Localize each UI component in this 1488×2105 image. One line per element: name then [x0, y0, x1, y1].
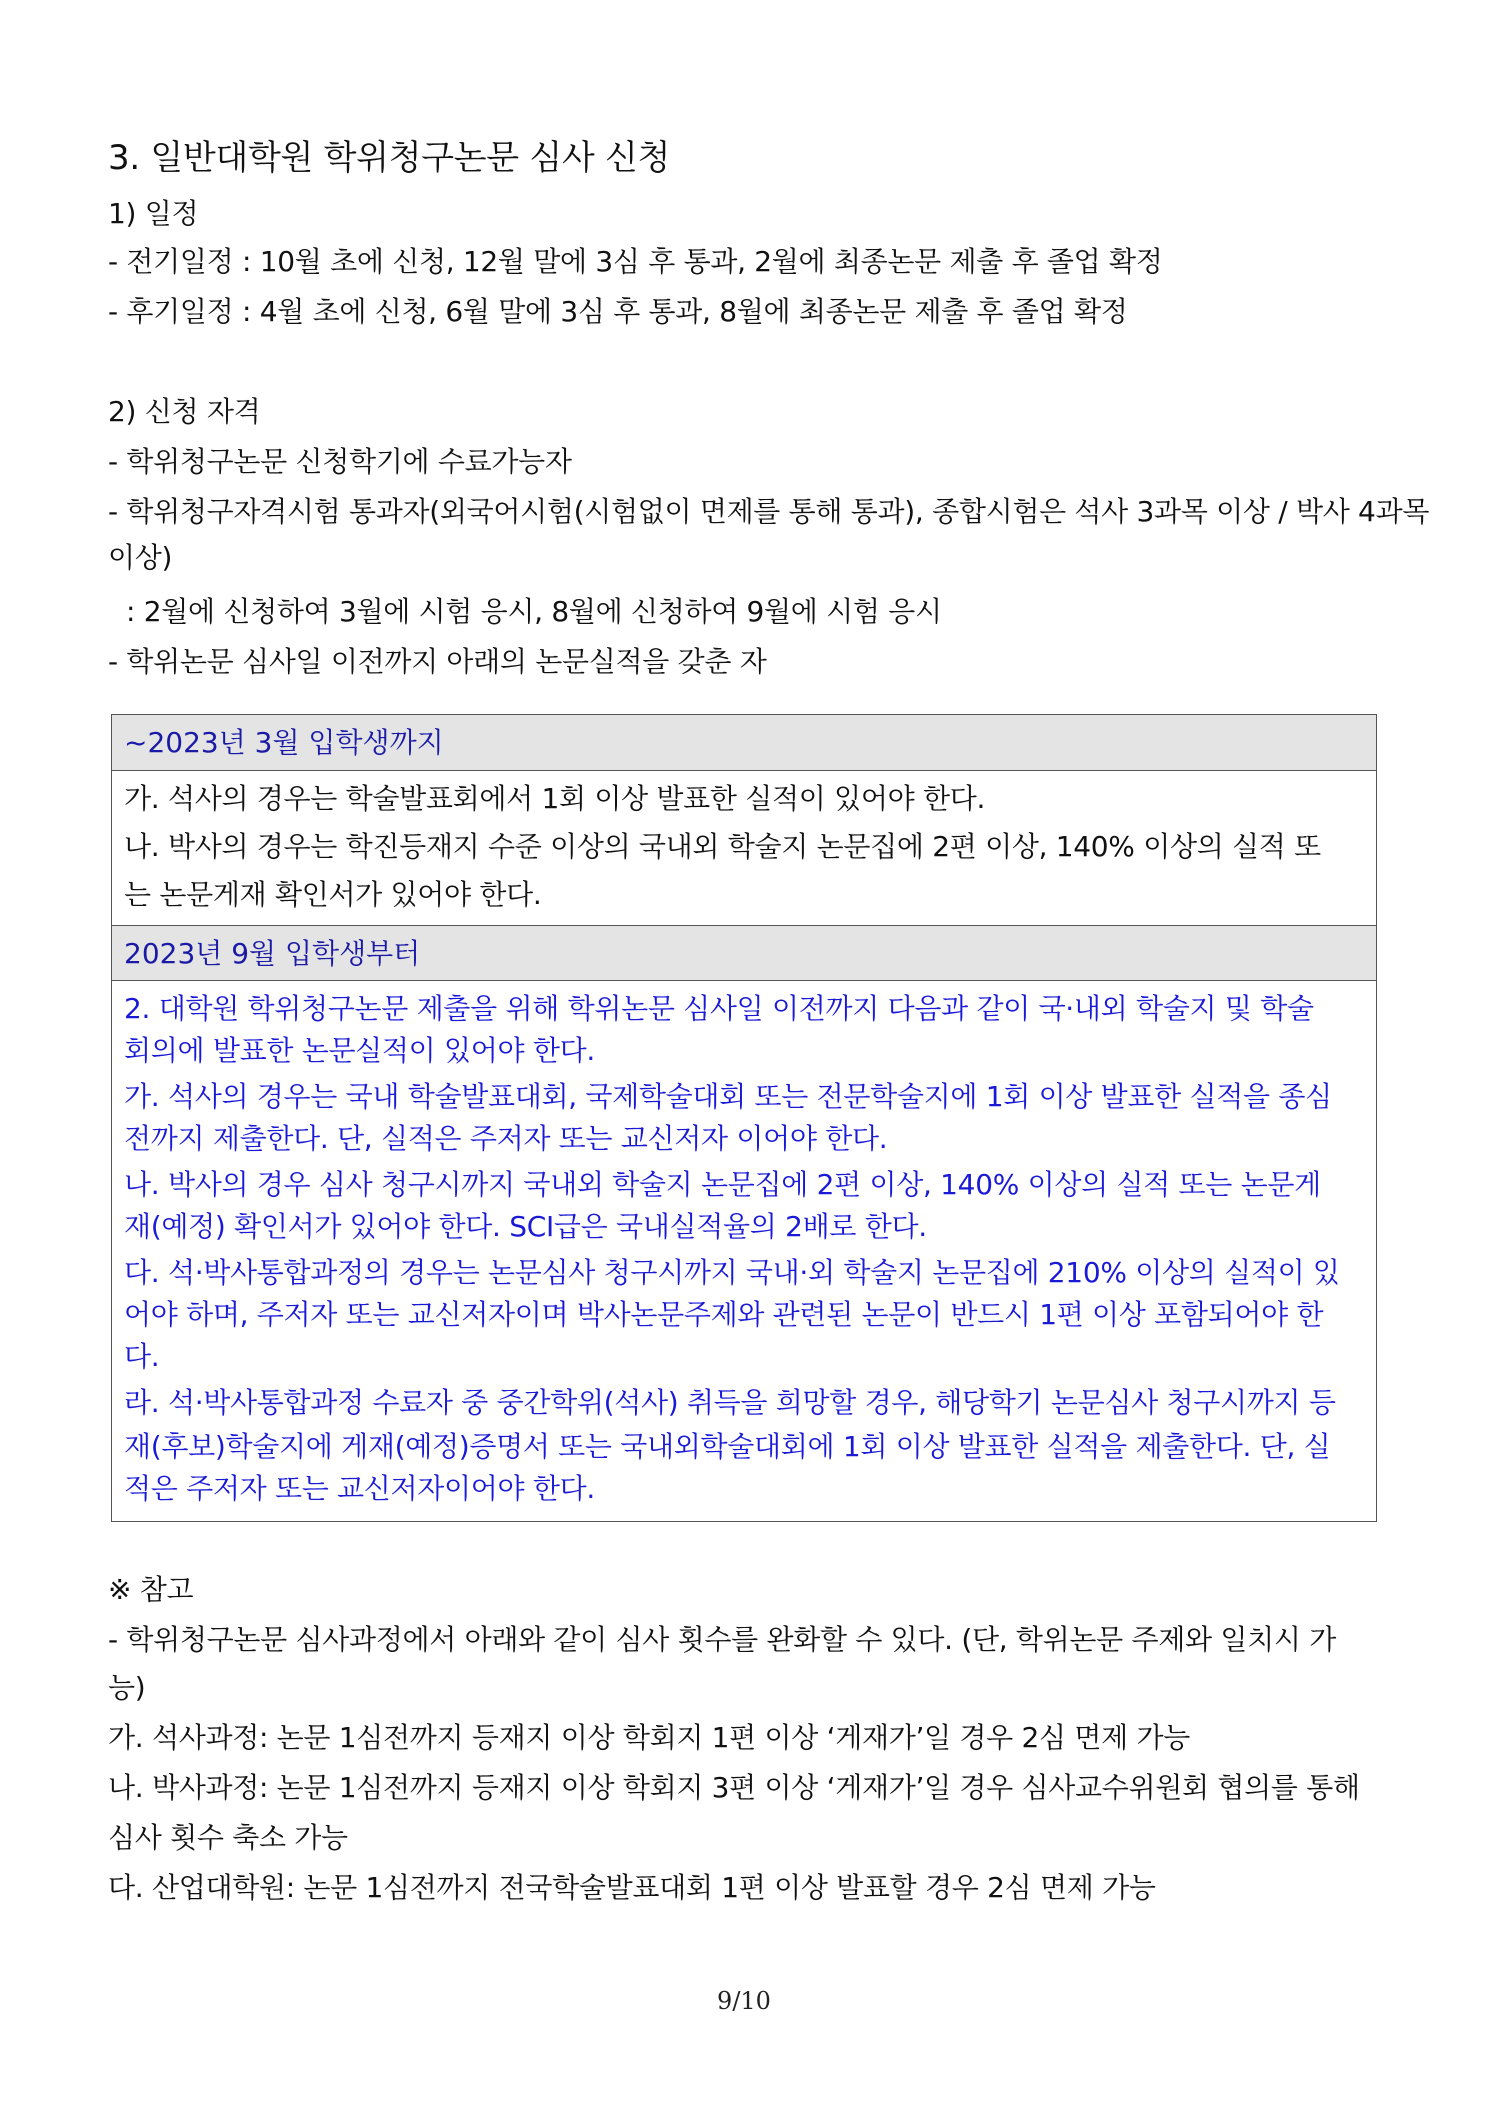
old-rules-header: ~2023년 3월 입학생까지	[124, 726, 444, 759]
new-rule-line: 적은 주저자 또는 교신저자이어야 한다.	[124, 1472, 595, 1505]
eligibility-item: - 학위청구논문 신청학기에 수료가능자	[108, 445, 572, 478]
note-item: - 학위청구논문 심사과정에서 아래와 같이 심사 횟수를 완화할 수 있다. (단, 학위논문 주제와 일치시 가	[108, 1623, 1336, 1656]
new-rule-line: 전까지 제출한다. 단, 실적은 주저자 또는 교신저자 이어야 한다.	[124, 1122, 888, 1155]
schedule-item-second-term: - 후기일정 : 4월 초에 신청, 6월 말에 3심 후 통과, 8월에 최종논문 제출 후 졸업 확정	[108, 295, 1128, 328]
new-rule-line: 회의에 발표한 논문실적이 있어야 한다.	[124, 1034, 595, 1067]
new-rule-line: 라. 석·박사통합과정 수료자 중 중간학위(석사) 취득을 희망할 경우, 해당학기 논문심사 청구시까지 등	[124, 1386, 1336, 1419]
section-title: 3. 일반대학원 학위청구논문 심사 신청	[108, 138, 671, 178]
eligibility-item-continued: 이상)	[108, 541, 173, 574]
new-rule-line: 다.	[124, 1340, 160, 1373]
schedule-heading: 1) 일정	[108, 197, 199, 230]
new-rules-header-band	[112, 925, 1376, 981]
old-rule-line: 가. 석사의 경우는 학술발표회에서 1회 이상 발표한 실적이 있어야 한다.	[124, 782, 986, 815]
new-rule-line: 나. 박사의 경우 심사 청구시까지 국내외 학술지 논문집에 2편 이상, 140% 이상의 실적 또는 논문게	[124, 1168, 1321, 1201]
note-item: 다. 산업대학원: 논문 1심전까지 전국학술발표대회 1편 이상 발표할 경우 2심 면제 가능	[108, 1871, 1156, 1904]
requirements-table	[111, 714, 1377, 1522]
note-item: 가. 석사과정: 논문 1심전까지 등재지 이상 학회지 1편 이상 ‘게재가’일 경우 2심 면제 가능	[108, 1721, 1190, 1754]
note-item: 나. 박사과정: 논문 1심전까지 등재지 이상 학회지 3편 이상 ‘게재가’일 경우 심사교수위원회 협의를 통해	[108, 1771, 1360, 1804]
note-heading: ※ 참고	[108, 1573, 194, 1606]
eligibility-item: - 학위논문 심사일 이전까지 아래의 논문실적을 갖춘 자	[108, 645, 767, 678]
new-rules-header: 2023년 9월 입학생부터	[124, 937, 421, 970]
new-rule-line: 2. 대학원 학위청구논문 제출을 위해 학위논문 심사일 이전까지 다음과 같이 국·내외 학술지 및 학술	[124, 992, 1314, 1025]
new-rule-line: 다. 석·박사통합과정의 경우는 논문심사 청구시까지 국내·외 학술지 논문집에 210% 이상의 실적이 있	[124, 1256, 1340, 1289]
old-rule-line: 는 논문게재 확인서가 있어야 한다.	[124, 878, 542, 911]
eligibility-exam-schedule: : 2월에 신청하여 3월에 시험 응시, 8월에 신청하여 9월에 시험 응시	[126, 595, 942, 628]
old-rule-line: 나. 박사의 경우는 학진등재지 수준 이상의 국내외 학술지 논문집에 2편 이상, 140% 이상의 실적 또	[124, 830, 1321, 863]
old-rules-header-band	[112, 715, 1376, 771]
page-number: 9/10	[717, 1987, 771, 2015]
new-rule-line: 재(후보)학술지에 게재(예정)증명서 또는 국내외학술대회에 1회 이상 발표한 실적을 제출한다. 단, 실	[124, 1430, 1331, 1463]
note-item-continued: 능)	[108, 1671, 146, 1704]
note-item-continued: 심사 횟수 축소 가능	[108, 1821, 348, 1854]
eligibility-heading: 2) 신청 자격	[108, 395, 261, 428]
new-rule-line: 어야 하며, 주저자 또는 교신저자이며 박사논문주제와 관련된 논문이 반드시 1편 이상 포함되어야 한	[124, 1298, 1324, 1331]
eligibility-item: - 학위청구자격시험 통과자(외국어시험(시험없이 면제를 통해 통과), 종합시험은 석사 3과목 이상 / 박사 4과목	[108, 495, 1430, 528]
schedule-item-first-term: - 전기일정 : 10월 초에 신청, 12월 말에 3심 후 통과, 2월에 최종논문 제출 후 졸업 확정	[108, 245, 1163, 278]
new-rule-line: 재(예정) 확인서가 있어야 한다. SCI급은 국내실적율의 2배로 한다.	[124, 1210, 927, 1243]
new-rule-line: 가. 석사의 경우는 국내 학술발표대회, 국제학술대회 또는 전문학술지에 1회 이상 발표한 실적을 종심	[124, 1080, 1332, 1113]
